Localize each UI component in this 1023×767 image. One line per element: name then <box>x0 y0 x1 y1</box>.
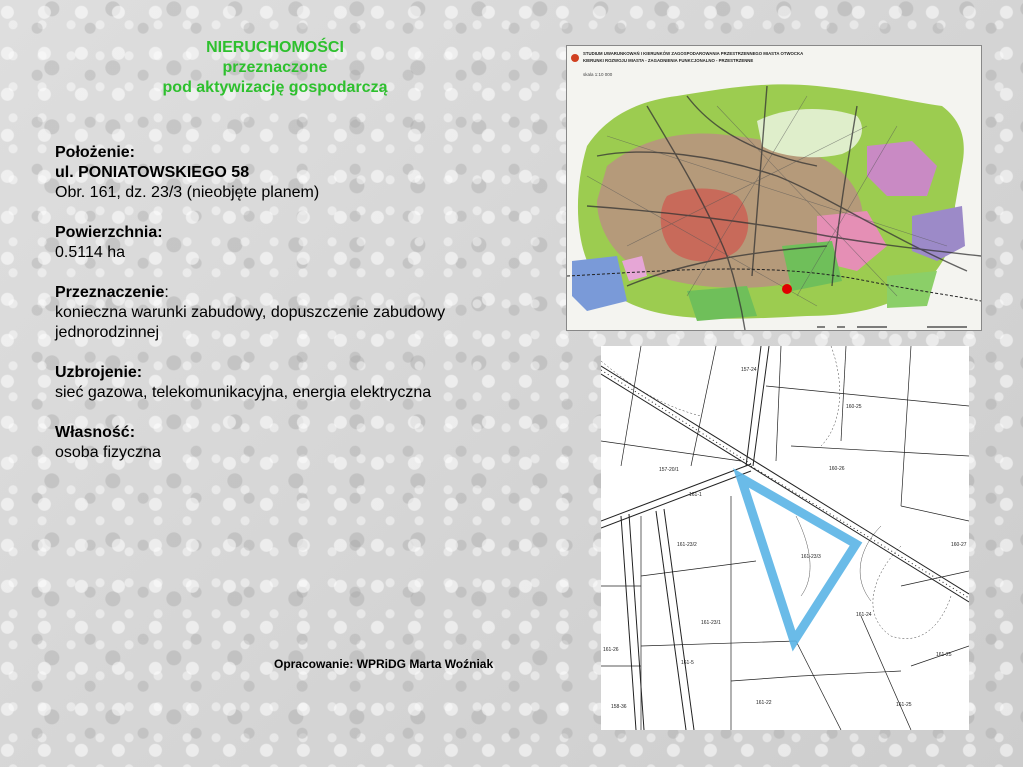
area-section <box>55 223 485 263</box>
utilities-label: Uzbrojenie: <box>55 364 143 381</box>
parcel-label: 161-25 <box>936 652 952 658</box>
parcel-label: 161-23/2 <box>677 542 697 548</box>
ownership-label: Własność: <box>55 424 136 441</box>
parcel-label: 161-26 <box>603 647 619 653</box>
parcel-label: 157-20/1 <box>659 467 679 473</box>
area-label: Powierzchnia: <box>55 224 163 241</box>
location-marker-icon <box>782 284 792 294</box>
title-line-3: pod aktywizację gospodarczą <box>162 79 388 96</box>
map-header-line1: STUDIUM UWARUNKOWAŃ I KIERUNKÓW ZAGOSPODAROWANIA PRZESTRZENNEGO MIASTA OTWOCKA <box>583 51 804 56</box>
city-crest-icon <box>571 54 579 62</box>
ownership-value: osoba fizyczna <box>55 444 161 461</box>
author-credit: Opracowanie: WPRiDG Marta Woźniak <box>274 657 494 671</box>
map-header-line2: KIERUNKI ROZWOJU MIASTA - ZAGADNIENIA FUNKCJONALNO - PRZESTRZENNE <box>583 58 754 63</box>
parcel-label: 161-25 <box>896 702 912 708</box>
purpose-value: konieczna warunki zabudowy, dopuszczenie zabudowy jednorodzinnej <box>55 304 446 341</box>
cadastral-parcel-map <box>601 346 969 730</box>
title-line-2: przeznaczone <box>222 59 328 76</box>
area-value: 0.5114 ha <box>55 244 125 261</box>
location-label: Położenie: <box>55 144 136 161</box>
utilities-section <box>55 363 485 403</box>
parcel-label: 161-5 <box>681 660 694 666</box>
city-study-map-image <box>567 46 981 330</box>
location-detail: Obr. 161, dz. 23/3 (nieobjęte planem) <box>55 184 320 201</box>
parcel-label: 161-24 <box>856 612 872 618</box>
ownership-section <box>55 423 485 463</box>
parcel-label: 161-23/1 <box>701 620 721 626</box>
parcel-label: 158-36 <box>611 704 627 710</box>
location-section <box>55 143 485 203</box>
parcel-label: 157-24 <box>741 367 757 373</box>
parcel-label: 161-1 <box>689 492 702 498</box>
parcel-label: 160-25 <box>846 404 862 410</box>
title-line-1: NIERUCHOMOŚCI <box>206 39 344 56</box>
cadastral-parcel-map-image <box>601 346 969 730</box>
purpose-section <box>55 283 485 343</box>
property-info <box>55 143 485 483</box>
page-title <box>110 38 440 98</box>
purpose-label: Przeznaczenie <box>55 284 165 301</box>
parcel-label: 161-22 <box>756 700 772 706</box>
city-study-map <box>566 45 982 331</box>
purpose-colon: : <box>164 284 169 301</box>
map-scale-text: skala 1:10 000 <box>583 72 613 77</box>
parcel-label: 160-27 <box>951 542 967 548</box>
parcel-label: 160-26 <box>829 466 845 472</box>
utilities-value: sieć gazowa, telekomunikacyjna, energia elektryczna <box>55 384 432 401</box>
parcel-label: 161-23/3 <box>801 554 821 560</box>
location-street: ul. PONIATOWSKIEGO 58 <box>55 164 250 181</box>
